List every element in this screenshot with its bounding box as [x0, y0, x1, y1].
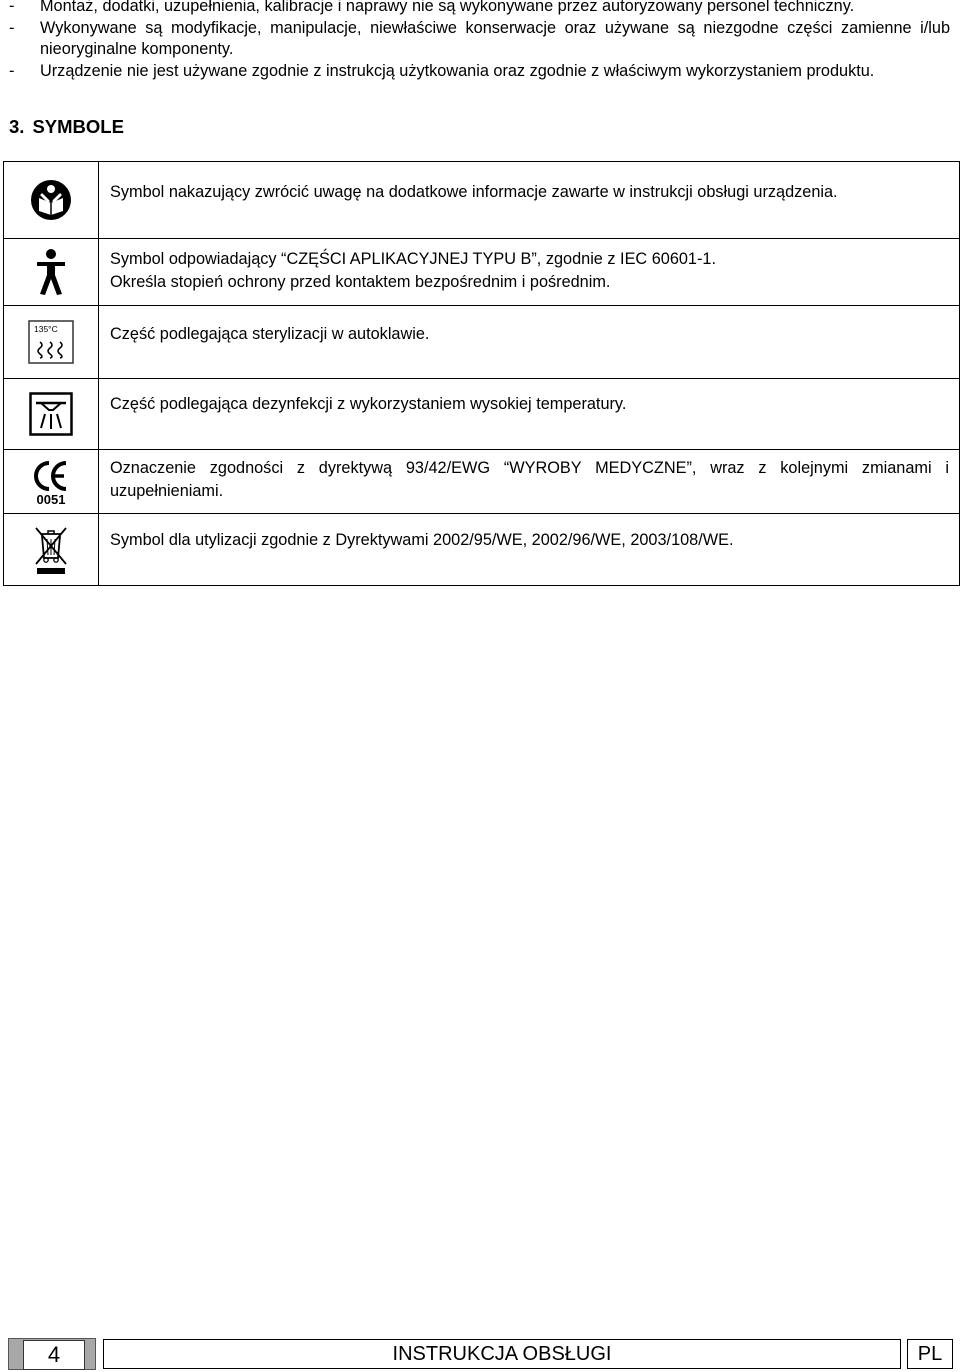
- autoclave-temperature: 135°C: [34, 324, 58, 334]
- table-row: [4, 379, 960, 450]
- symbol-description-line: Część podlegająca dezynfekcji z wykorzystaniem wysokiej temperatury.: [110, 395, 627, 413]
- symbol-description: [99, 514, 960, 586]
- list-item: [0, 0, 960, 18]
- bullet-text: Urządzenie nie jest używane zgodnie z instrukcją użytkowania oraz zgodnie z właściwym wykorzystaniem produktu.: [40, 61, 875, 80]
- section-heading: [9, 116, 124, 138]
- table-row: [4, 162, 960, 239]
- bullet-marker: -: [9, 18, 15, 37]
- symbol-description: [99, 162, 960, 239]
- page-footer: [0, 1338, 960, 1372]
- symbol-description-line: Oznaczenie zgodności z dyrektywą 93/42/EWG “WYROBY MEDYCZNE”, wraz z kolejnymi zmianami i uzupełnieniami.: [110, 459, 949, 500]
- body-type-b-icon: [4, 239, 99, 306]
- symbols-table: [3, 161, 960, 586]
- bullet-marker: -: [9, 0, 15, 15]
- table-row: [4, 306, 960, 379]
- symbol-description: [99, 239, 960, 306]
- table-row: [4, 239, 960, 306]
- footer-title: INSTRUKCJA OBSŁUGI: [103, 1339, 901, 1369]
- weee-bin-icon: [4, 514, 99, 586]
- bullet-text: Wykonywane są modyfikacje, manipulacje, niewłaściwe konserwacje oraz używane są niezgodne części zamienne i/lub nieoryginalne komponenty.: [40, 18, 950, 58]
- symbol-description: [99, 379, 960, 450]
- section-number: 3.: [9, 116, 25, 137]
- symbol-description-line: Symbol odpowiadający “CZĘŚCI APLIKACYJNEJ TYPU B”, zgodnie z IEC 60601-1.: [110, 250, 716, 268]
- list-item: [0, 18, 960, 61]
- autoclave-icon: [4, 306, 99, 379]
- symbol-description-line: Część podlegająca sterylizacji w autoklawie.: [110, 325, 430, 343]
- notified-body-number: 0051: [36, 491, 66, 506]
- symbol-description-line: Określa stopień ochrony przed kontaktem bezpośrednim i pośrednim.: [110, 272, 611, 291]
- bullet-marker: -: [9, 61, 15, 80]
- page-number: 4: [23, 1340, 85, 1370]
- symbol-description-line: Symbol dla utylizacji zgodnie z Dyrektywami 2002/95/WE, 2002/96/WE, 2003/108/WE.: [110, 531, 734, 549]
- thermal-disinfection-icon: [4, 379, 99, 450]
- bullet-text: Montaż, dodatki, uzupełnienia, kalibracje i naprawy nie są wykonywane przez autoryzowany personel techniczny.: [40, 0, 855, 15]
- table-row: [4, 450, 960, 514]
- list-item: [0, 61, 960, 83]
- symbol-description-line: Symbol nakazujący zwrócić uwagę na dodatkowe informacje zawarte w instrukcji obsługi urządzenia.: [110, 183, 838, 201]
- table-row: [4, 514, 960, 586]
- section-title: SYMBOLE: [32, 116, 124, 137]
- footer-language: PL: [907, 1339, 953, 1369]
- read-manual-icon: [4, 162, 99, 239]
- ce-mark-icon: [4, 450, 99, 514]
- symbol-description: [99, 306, 960, 379]
- symbol-description: [99, 450, 960, 514]
- page-number-box: [8, 1338, 96, 1370]
- bullet-list: [0, 0, 960, 82]
